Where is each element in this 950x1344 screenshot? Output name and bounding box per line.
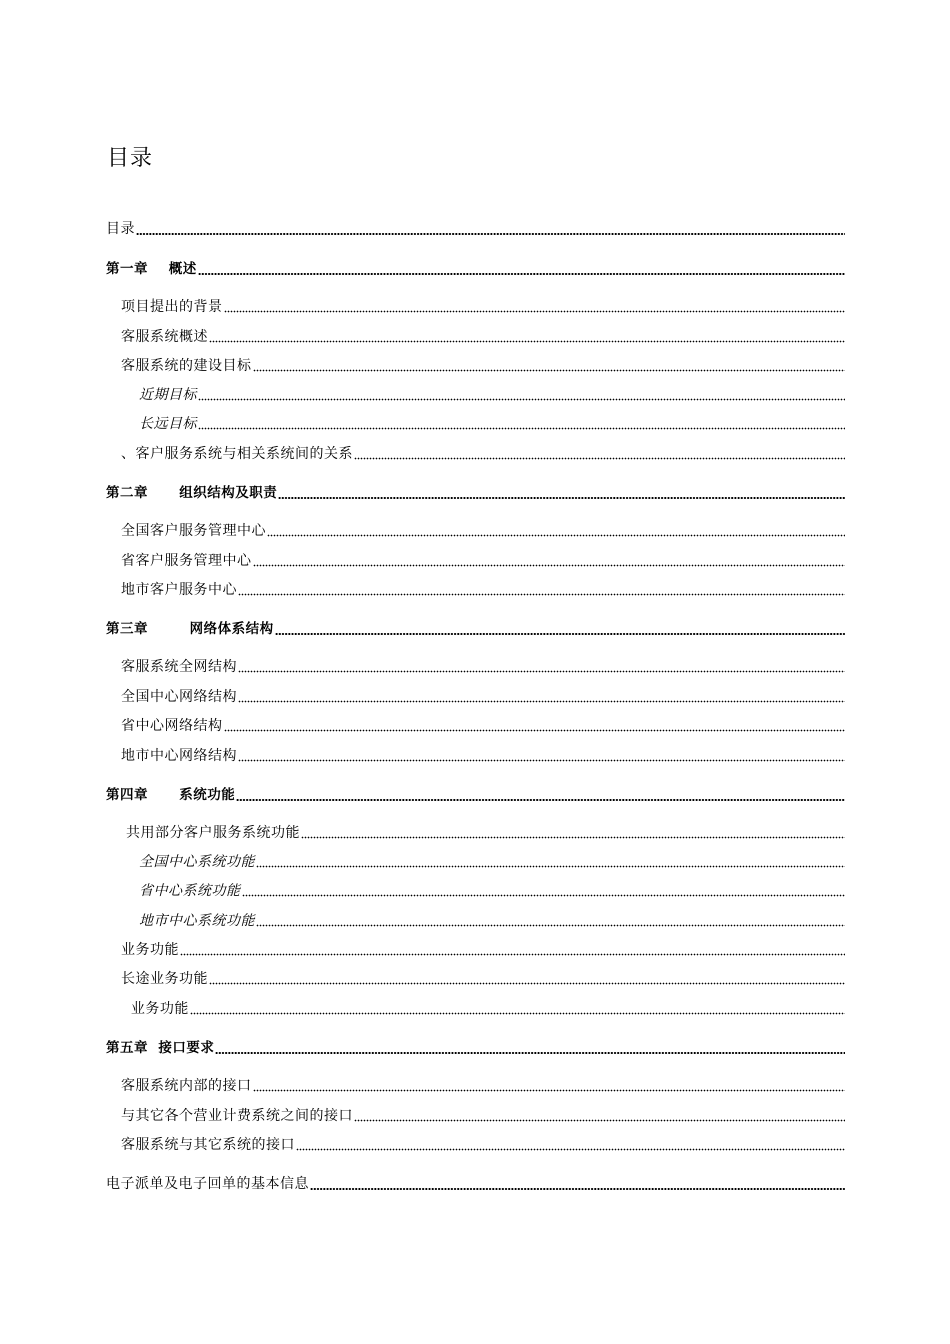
- dot-leader: [253, 564, 846, 567]
- toc-entry-label: 业务功能: [121, 942, 179, 958]
- dot-leader: [310, 1187, 845, 1191]
- dot-leader: [354, 1119, 845, 1122]
- toc-entry[interactable]: [106, 258, 845, 278]
- dot-leader: [256, 865, 845, 868]
- dot-leader: [224, 310, 846, 313]
- toc-entry[interactable]: [121, 686, 845, 706]
- dot-leader: [215, 1051, 845, 1055]
- toc-entry-label: 第四章 系统功能: [106, 787, 236, 803]
- toc-entry[interactable]: [121, 326, 845, 346]
- toc-entry[interactable]: [139, 413, 845, 433]
- toc-entry[interactable]: [121, 355, 845, 375]
- dot-leader: [242, 894, 846, 897]
- dot-leader: [180, 953, 845, 956]
- dot-leader: [253, 369, 846, 372]
- toc-entry[interactable]: [121, 968, 845, 988]
- toc-entry-label: 省客户服务管理中心: [121, 553, 252, 569]
- toc-entry-label: 第三章 网络体系结构: [106, 621, 274, 637]
- page-title: 目录: [107, 146, 154, 171]
- dot-leader: [238, 593, 845, 596]
- toc-entry[interactable]: [121, 1105, 845, 1125]
- dot-leader: [236, 798, 845, 802]
- toc-entry[interactable]: [121, 715, 845, 735]
- dot-leader: [354, 457, 845, 460]
- toc-entry[interactable]: [121, 822, 845, 842]
- dot-leader: [275, 632, 845, 636]
- dot-leader: [296, 1148, 845, 1151]
- toc-entry-label: 第一章 概述: [106, 261, 197, 277]
- toc-entry[interactable]: [121, 1075, 845, 1095]
- toc-entry[interactable]: [121, 296, 845, 316]
- dot-leader: [198, 427, 845, 430]
- toc-entry-label: 地市客户服务中心: [121, 582, 237, 598]
- toc-entry-label: 长远目标: [139, 416, 197, 432]
- toc-entry-label: 客服系统概述: [121, 329, 208, 345]
- toc-entry-label: 客服系统全网结构: [121, 659, 237, 675]
- dot-leader: [238, 700, 845, 703]
- toc-entry[interactable]: [106, 482, 845, 502]
- dot-leader: [301, 836, 845, 839]
- toc-entry-label: 电子派单及电子回单的基本信息: [106, 1176, 309, 1192]
- toc-entry-label: 第二章 组织结构及职责: [106, 485, 278, 501]
- dot-leader: [209, 340, 845, 343]
- dot-leader: [224, 729, 846, 732]
- toc-entry[interactable]: [121, 998, 845, 1018]
- dot-leader: [253, 1089, 846, 1092]
- toc-entry-label: 客服系统内部的接口: [121, 1078, 252, 1094]
- toc-entry[interactable]: [106, 1173, 845, 1193]
- toc-entry[interactable]: [121, 1134, 845, 1154]
- toc-entry[interactable]: [139, 851, 845, 871]
- dot-leader: [190, 1012, 845, 1015]
- toc-entry[interactable]: [121, 656, 845, 676]
- toc-entry-label: 全国中心系统功能: [139, 854, 255, 870]
- dot-leader: [267, 534, 845, 537]
- toc-entry[interactable]: [139, 384, 845, 404]
- toc-entry[interactable]: [106, 618, 845, 638]
- dot-leader: [136, 232, 845, 236]
- toc-entry-label: 地市中心系统功能: [139, 913, 255, 929]
- toc-entry-label: 全国客户服务管理中心: [121, 523, 266, 539]
- toc-entry-label: 项目提出的背景: [121, 299, 223, 315]
- toc-entry[interactable]: [121, 579, 845, 599]
- toc-entry-label: 客服系统与其它系统的接口: [121, 1137, 295, 1153]
- toc-entry-label: 与其它各个营业计费系统之间的接口: [121, 1108, 353, 1124]
- dot-leader: [198, 272, 845, 276]
- toc-entry-label: 第五章 接口要求: [106, 1040, 215, 1056]
- toc-entry[interactable]: [121, 443, 845, 463]
- dot-leader: [198, 398, 845, 401]
- toc-entry-label: 省中心系统功能: [139, 883, 241, 899]
- toc-entry[interactable]: [106, 1037, 845, 1057]
- toc-entry[interactable]: [106, 218, 845, 238]
- dot-leader: [209, 982, 845, 985]
- dot-leader: [256, 924, 845, 927]
- toc-entry-label: 长途业务功能: [121, 971, 208, 987]
- dot-leader: [238, 670, 845, 673]
- toc-entry[interactable]: [121, 550, 845, 570]
- dot-leader: [238, 759, 845, 762]
- toc-entry-label: 共用部分客户服务系统功能: [121, 825, 300, 841]
- toc-entry[interactable]: [121, 745, 845, 765]
- toc-entry-label: 省中心网络结构: [121, 718, 223, 734]
- dot-leader: [278, 496, 845, 500]
- toc-entry-label: 全国中心网络结构: [121, 689, 237, 705]
- toc-entry-label: 目录: [106, 221, 135, 237]
- toc-entry[interactable]: [121, 939, 845, 959]
- toc-entry[interactable]: [139, 880, 845, 900]
- toc-entry-label: 近期目标: [139, 387, 197, 403]
- toc-entry-label: 客服系统的建设目标: [121, 358, 252, 374]
- toc-entry-label: 、客户服务系统与相关系统间的关系: [121, 446, 353, 462]
- toc-entry[interactable]: [139, 910, 845, 930]
- toc-entry-label: 业务功能: [121, 1001, 189, 1017]
- toc-entry-label: 地市中心网络结构: [121, 748, 237, 764]
- toc-entry[interactable]: [121, 520, 845, 540]
- toc-entry[interactable]: [106, 784, 845, 804]
